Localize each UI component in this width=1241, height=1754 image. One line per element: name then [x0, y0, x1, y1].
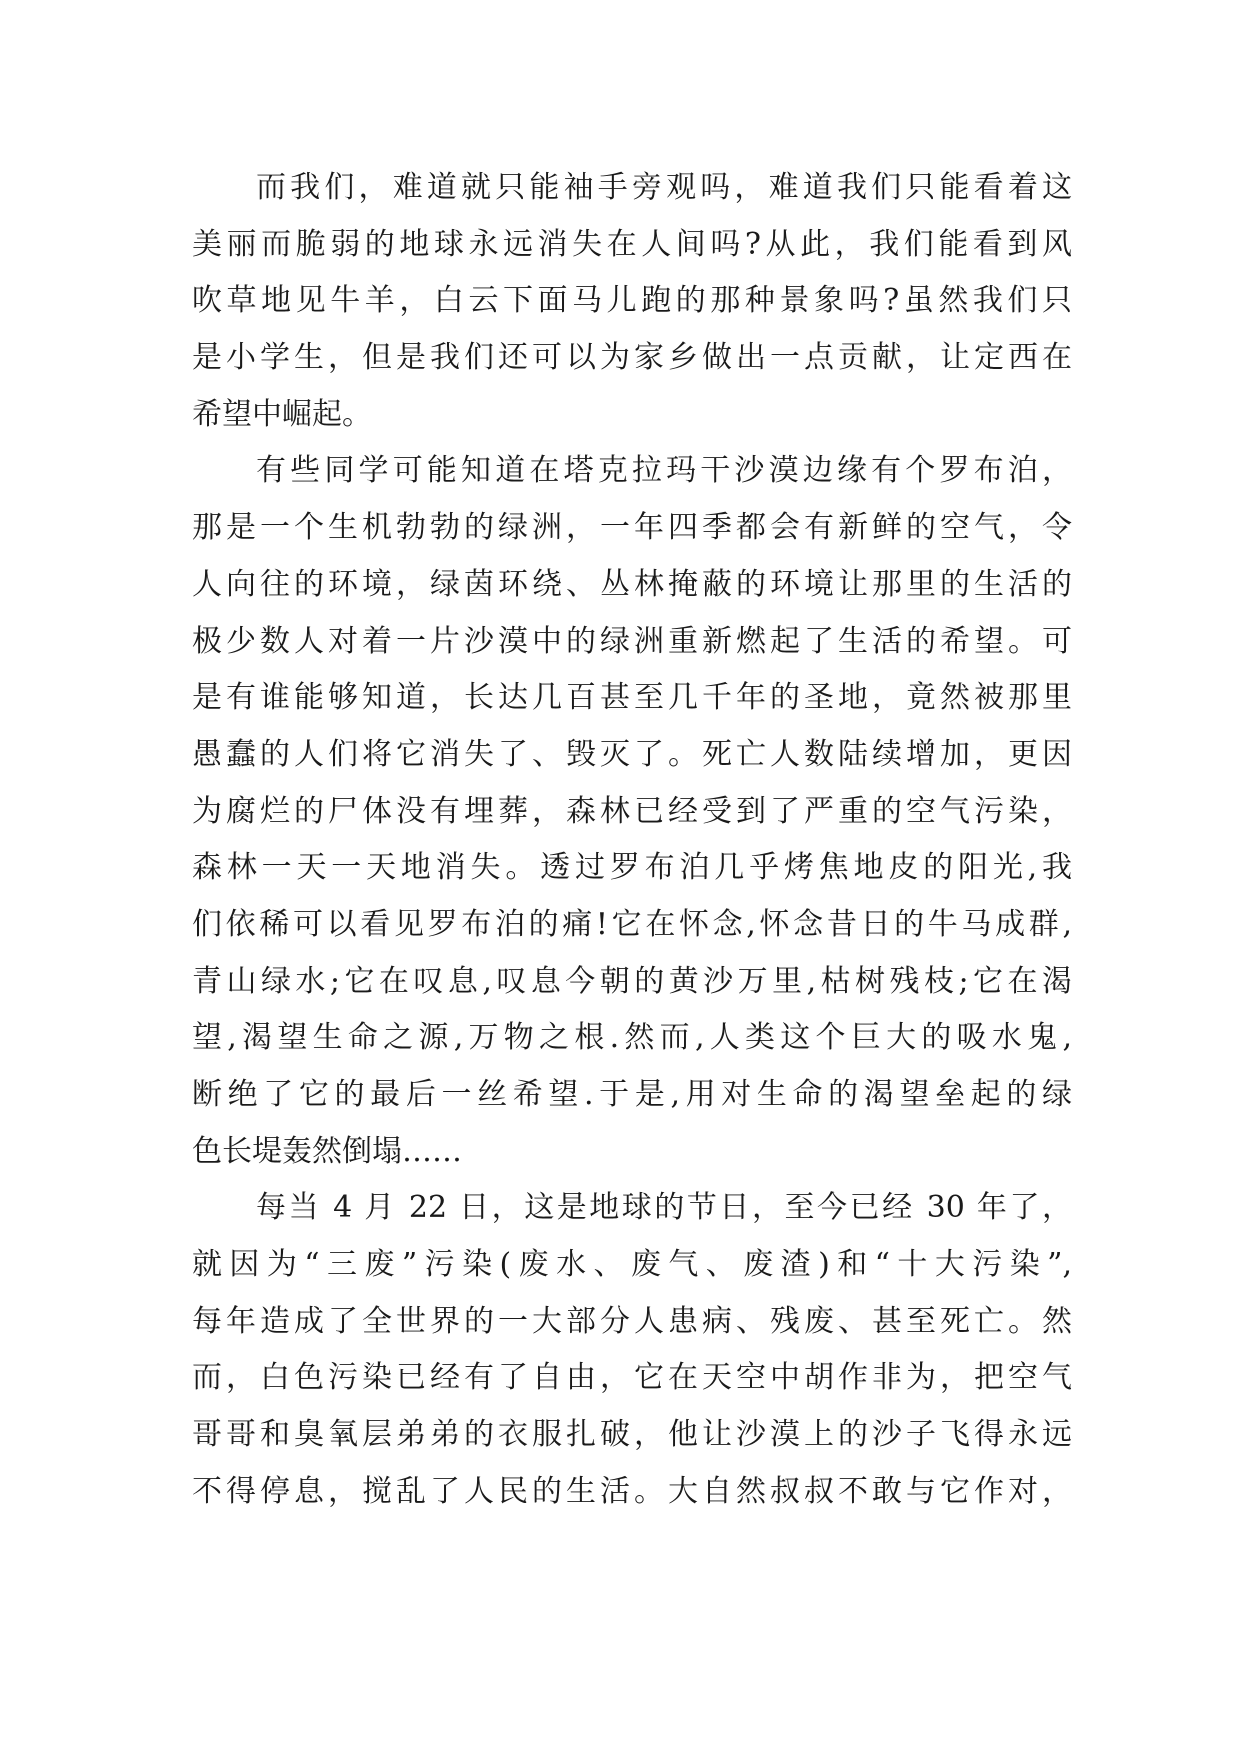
text-line: 森林一天一天地消失。透过罗布泊几乎烤焦地皮的阳光,我	[192, 850, 1072, 886]
text-line: 每当 4 月 22 日，这是地球的节日，至今已经 30 年了，	[256, 1190, 1072, 1226]
text-line: 就因为“三废”污染(废水、废气、废渣)和“十大污染”,	[192, 1247, 1072, 1283]
text-line: 望,渴望生命之源,万物之根.然而,人类这个巨大的吸水鬼,	[192, 1020, 1072, 1056]
text-line: 而我们，难道就只能袖手旁观吗，难道我们只能看着这	[256, 170, 1072, 205]
text-line: 青山绿水;它在叹息,叹息今朝的黄沙万里,枯树残枝;它在渴	[192, 963, 1072, 999]
text-line: 希望中崛起。	[192, 396, 372, 432]
text-line: 是小学生，但是我们还可以为家乡做出一点贡献，让定西在	[192, 340, 1072, 376]
text-line: 断绝了它的最后一丝希望.于是,用对生命的渴望垒起的绿	[192, 1077, 1072, 1112]
text-line: 美丽而脆弱的地球永远消失在人间吗?从此，我们能看到风	[192, 226, 1072, 262]
text-line: 们依稀可以看见罗布泊的痛!它在怀念,怀念昔日的牛马成群,	[192, 906, 1072, 942]
text-line: 哥哥和臭氧层弟弟的衣服扎破，他让沙漠上的沙子飞得永远	[192, 1417, 1072, 1453]
text-line: 不得停息，搅乱了人民的生活。大自然叔叔不敢与它作对，	[192, 1473, 1072, 1509]
text-line: 极少数人对着一片沙漠中的绿洲重新燃起了生活的希望。可	[192, 623, 1072, 659]
text-line: 吹草地见牛羊，白云下面马儿跑的那种景象吗?虽然我们只	[192, 283, 1072, 319]
text-line: 为腐烂的尸体没有埋葬，森林已经受到了严重的空气污染，	[192, 793, 1072, 829]
text-line: 而，白色污染已经有了自由，它在天空中胡作非为，把空气	[192, 1360, 1072, 1396]
text-line: 每年造成了全世界的一大部分人患病、残废、甚至死亡。然	[192, 1303, 1072, 1339]
text-line: 有些同学可能知道在塔克拉玛干沙漠边缘有个罗布泊，	[256, 453, 1072, 489]
text-line: 愚蠢的人们将它消失了、毁灭了。死亡人数陆续增加，更因	[192, 736, 1072, 772]
text-line: 是有谁能够知道，长达几百甚至几千年的圣地，竟然被那里	[192, 680, 1072, 716]
text-line: 人向往的环境，绿茵环绕、丛林掩蔽的环境让那里的生活的	[192, 566, 1072, 602]
text-line: 那是一个生机勃勃的绿洲，一年四季都会有新鲜的空气，令	[192, 510, 1072, 546]
body-text	[192, 160, 1072, 1521]
text-line: 色长堤轰然倒塌……	[192, 1133, 462, 1169]
